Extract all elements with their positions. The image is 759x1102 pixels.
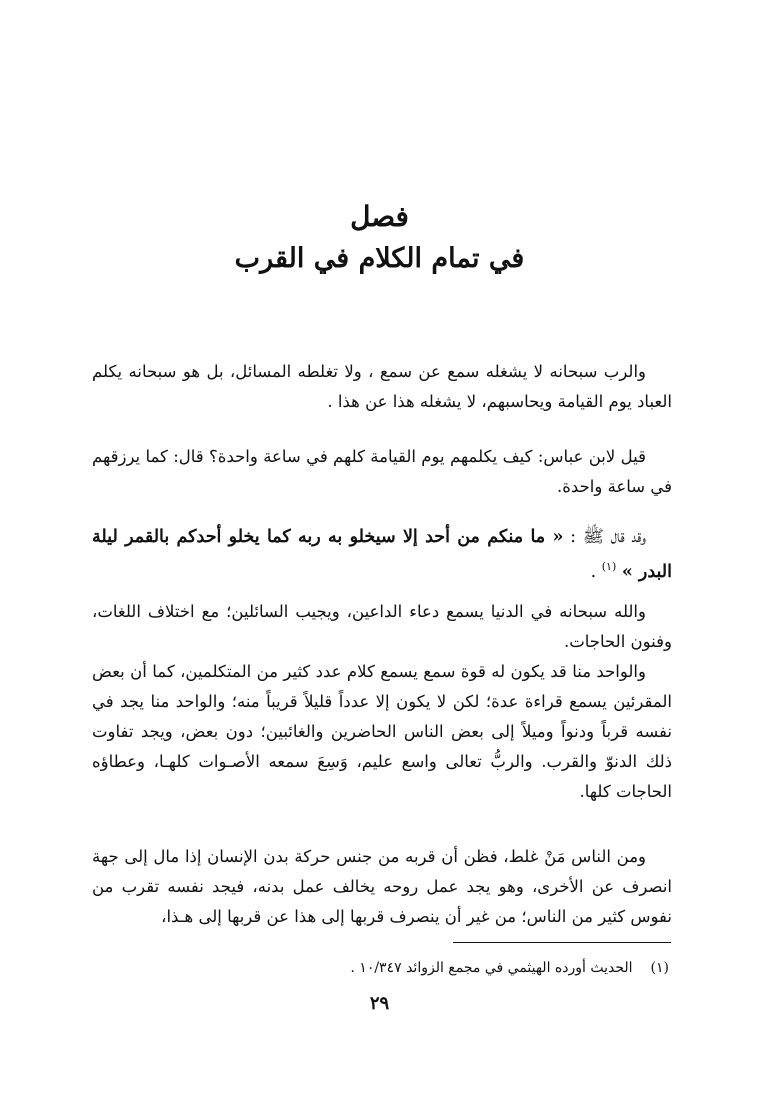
chapter-subtitle: في تمام الكلام في القرب <box>234 243 525 274</box>
paragraph-2: قيل لابن عباس: كيف يكلمهم يوم القيامة كلهم في ساعة واحدة؟ قال: كما يرزقهم في ساعة واحدة. <box>92 446 672 496</box>
hadith-intro: وقد قال ﷺ : <box>563 526 646 547</box>
chapter-title: فصل <box>350 200 409 233</box>
paragraph-5: والواحد منا قد يكون له قوة سمع يسمع كلام عدد كثير من المتكلمين، كما أن بعض المقرئين يسمع قراءة عدة؛ لكن لا يكون إلا عدداً قليلاً قريباً منه؛ والواحد منا يجد في نفسه قرباً ودنواً وميلاً إلى بعض الناس الحاضرين والغائبين؛ دون بعض، ويجد تفاوت ذلك الدنوّ والقرب. والربُّ تعالى واسع عليم، وَسِعَ سمعه الأصـوات كلهـا، وعطاؤه الحاجات كلها. <box>92 661 672 801</box>
paragraph-4: والله سبحانه في الدنيا يسمع دعاء الداعين، ويجيب السائلين؛ مع اختلاف اللغات، وفنون الحاجات. <box>92 601 672 651</box>
hadith-end: . <box>590 561 602 582</box>
paragraph-1: والرب سبحانه لا يشغله سمع عن سمع ، ولا تغلطه المسائل، بل هو سبحانه يكلم العباد يوم القيامة ويحاسبهم، لا يشغله هذا عن هذا . <box>92 361 672 411</box>
footnote <box>219 956 669 980</box>
paragraph-3 <box>92 522 672 587</box>
hadith-quote: « ما منكم من أحد إلا سيخلو به ربه كما يخلو أحدكم بالقمر ليلة البدر » <box>92 526 672 582</box>
paragraph-6: ومن الناس مَنْ غلط، فظن أن قربه من جنس حركة بدن الإنسان إذا مال إلى جهة انصرف عن الأخرى، وهو يجد عمل روحه يخالف عمل بدنه، فيجد نفسه تقرب من نفوس كثير من الناس؛ من غير أن ينصرف قربها إلى هذا عن قربها إلى هـذا، <box>92 846 672 926</box>
footnote-reference[interactable]: (١) <box>601 559 617 573</box>
footnote-divider <box>453 942 671 943</box>
page-number: ٢٩ <box>369 993 390 1014</box>
footnote-text: الحديث أورده الهيثمي في مجمع الزوائد ١٠/٣٤٧ . <box>350 960 633 976</box>
footnote-number: (١) <box>650 960 669 976</box>
